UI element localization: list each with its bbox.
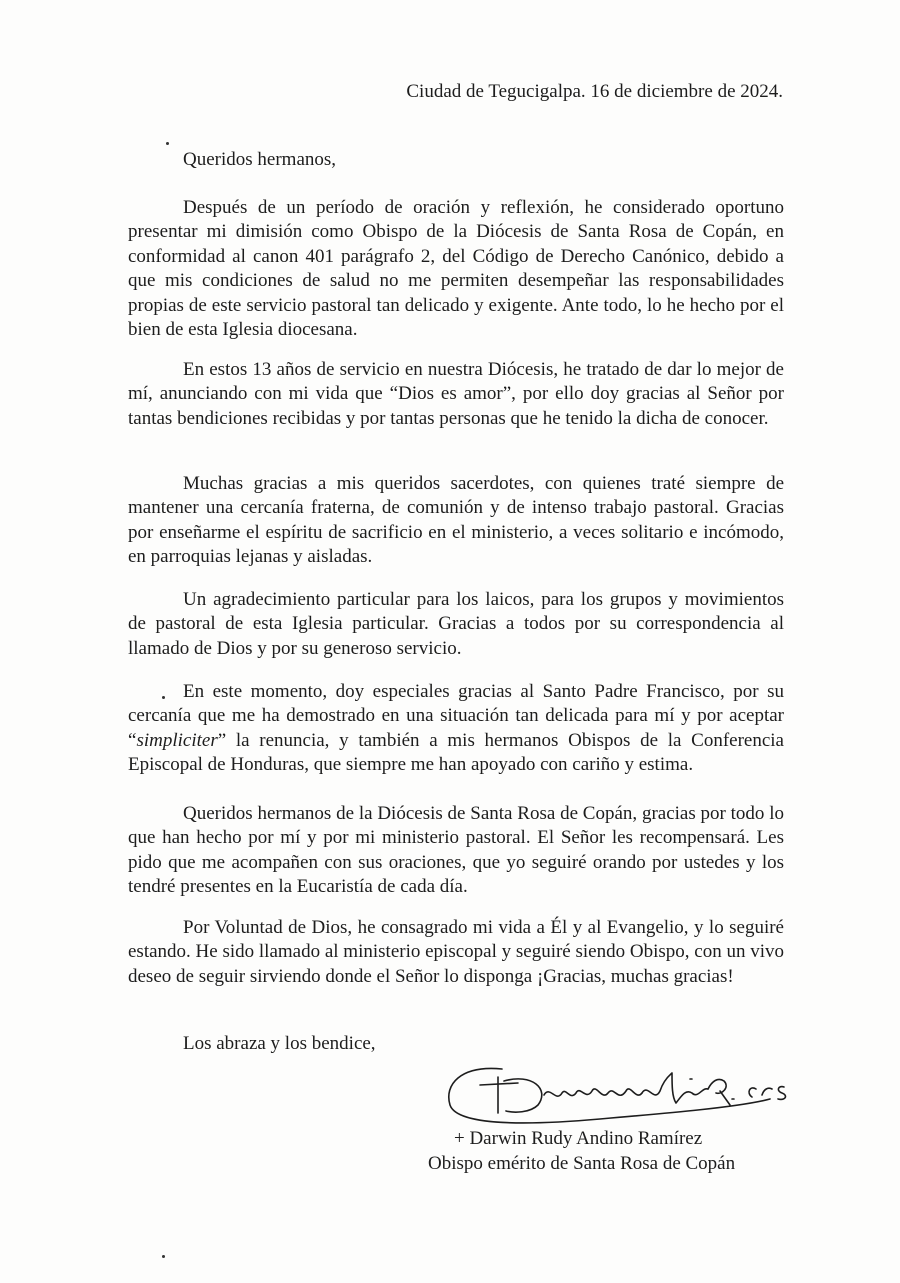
paper-speck — [162, 1255, 165, 1258]
paragraph-vocation: Por Voluntad de Dios, he consagrado mi vida a Él y al Evangelio, y lo seguiré estando. He sido llamado al ministerio episcopal y seguiré siendo Obispo, con un vivo deseo de seguir sirviendo donde el Señor lo disponga ¡Gracias, muchas gracias! — [128, 917, 784, 987]
closing-line: Los abraza y los bendice, — [183, 1033, 376, 1054]
signer-name: + Darwin Rudy Andino Ramírez — [454, 1128, 703, 1149]
latin-term: simpliciter — [136, 729, 218, 751]
paper-speck — [166, 142, 169, 145]
paragraph-laity: Un agradecimiento particular para los laicos, para los grupos y movimientos de pastoral de esta Iglesia particular. Gracias a todos por su correspondencia al llamado de Dios y por su generoso servicio. — [128, 589, 784, 659]
paragraph-priests: Muchas gracias a mis queridos sacerdotes, con quienes traté siempre de mantener una cercanía fraterna, de comunión y de intenso trabajo pastoral. Gracias por enseñarme el espíritu de sacrificio en el ministerio, a veces solitario e incómodo, en parroquias lejanas y aisladas. — [128, 473, 784, 568]
paragraph-holy-father-end: ” la renuncia, y también a mis hermanos Obispos de la Conferencia Episcopal de Honduras, que siempre me han apoyado con cariño y estima. — [128, 729, 784, 776]
paragraph-holy-father — [128, 680, 784, 778]
paragraph-diocese-thanks: Queridos hermanos de la Diócesis de Santa Rosa de Copán, gracias por todo lo que han hecho por mí y por mi ministerio pastoral. El Señor les recompensará. Les pido que me acompañen con sus oraciones, que yo seguiré orando por ustedes y los tendré presentes en la Eucaristía de cada día. — [128, 803, 784, 898]
dateline: Ciudad de Tegucigalpa. 16 de diciembre de 2024. — [406, 81, 783, 102]
handwritten-signature — [440, 1055, 820, 1133]
paragraph-service-years: En estos 13 años de servicio en nuestra Diócesis, he tratado de dar lo mejor de mí, anunciando con mi vida que “Dios es amor”, por ello doy gracias al Señor por tantas bendiciones recibidas y por tantas personas que he tenido la dicha de conocer. — [128, 359, 784, 429]
paragraph-holy-father-start: En este momento, doy especiales gracias al Santo Padre Francisco, por su cercanía que me ha demostrado en una situación tan delicada para mí y por aceptar “ — [128, 681, 784, 751]
paper-speck — [162, 696, 165, 699]
paragraph-resignation: Después de un período de oración y reflexión, he considerado oportuno presentar mi dimisión como Obispo de la Diócesis de Santa Rosa de Copán, en conformidad al canon 401 parágrafo 2, del Código de Derecho Canónico, debido a que mis condiciones de salud no me permiten desempeñar las responsabilidades propias de este servicio pastoral tan delicado y exigente. Ante todo, lo he hecho por el bien de esta Iglesia diocesana. — [128, 197, 784, 341]
greeting: Queridos hermanos, — [183, 149, 337, 170]
signer-title: Obispo emérito de Santa Rosa de Copán — [428, 1153, 736, 1174]
